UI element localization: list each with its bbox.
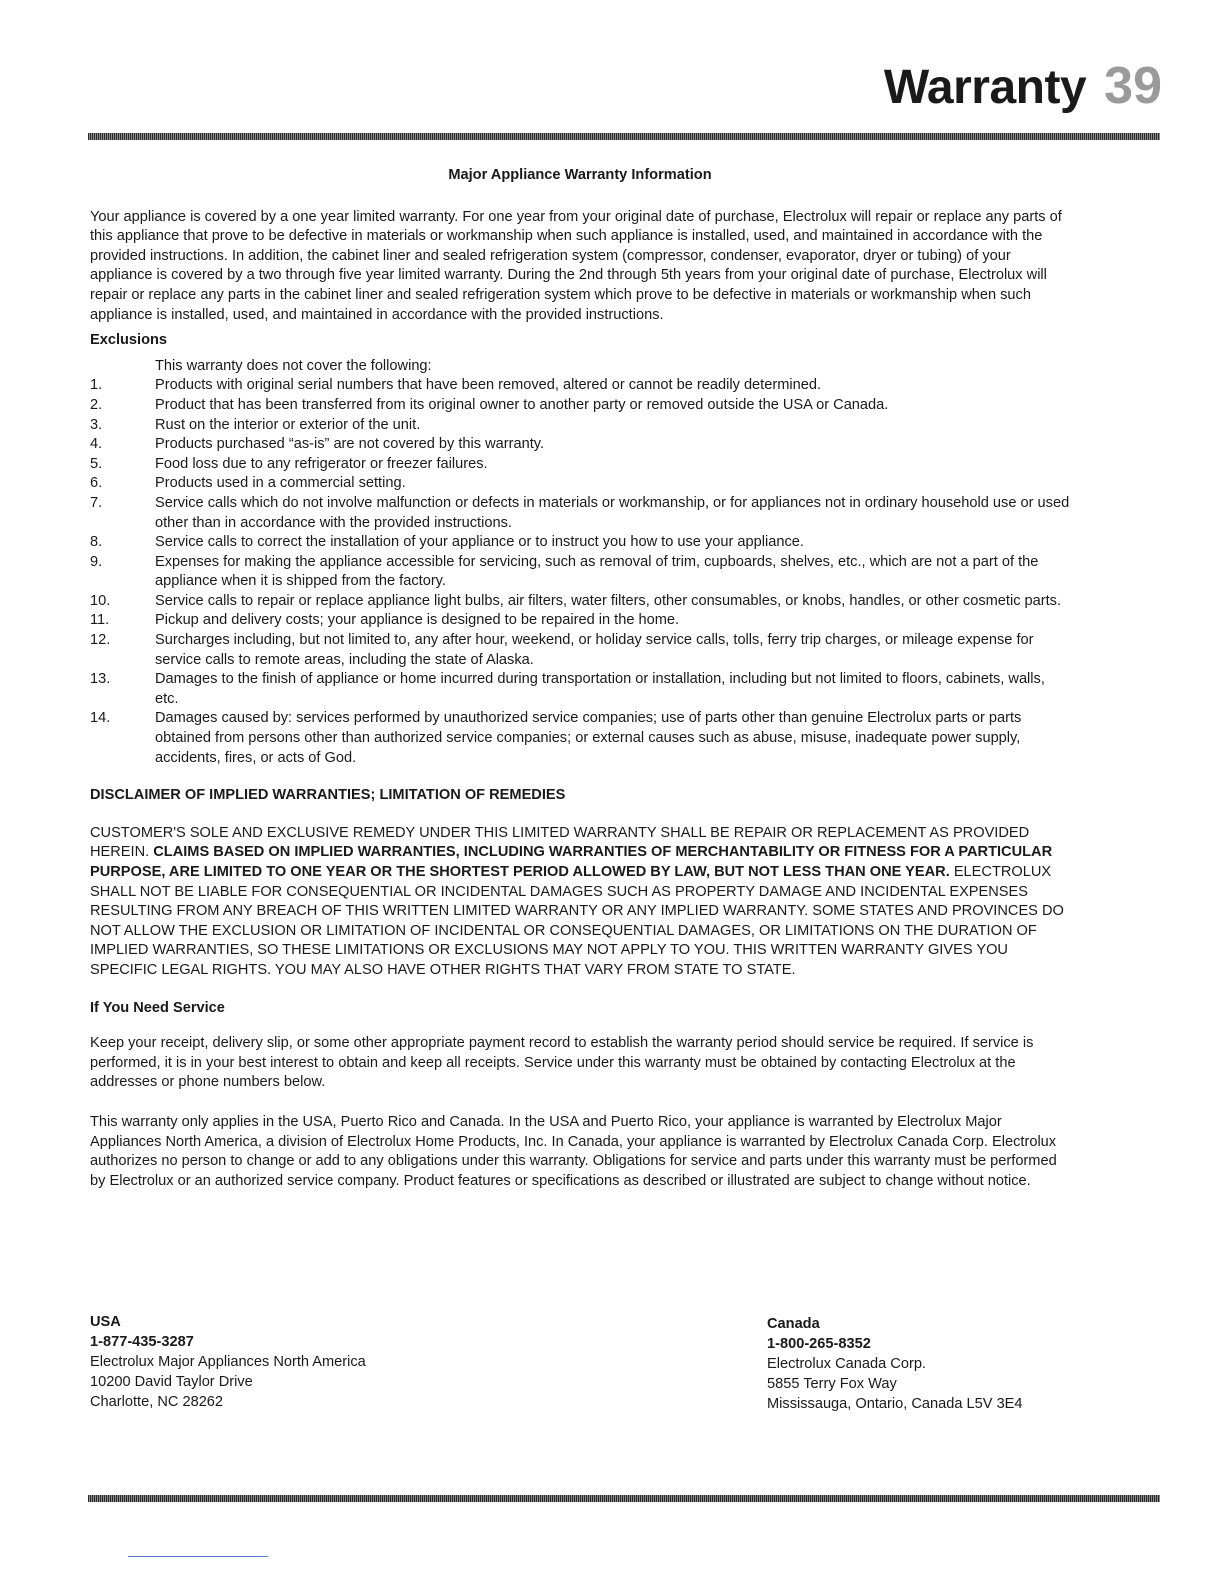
disclaimer-bold: CLAIMS BASED ON IMPLIED WARRANTIES, INCLUDING WARRANTIES OF MERCHANTABILITY OR FITNESS FOR A PARTICULAR PURPOSE, ARE LIMITED TO ONE YEAR OR THE SHORTEST PERIOD ALLOWED BY LAW, BUT NOT LESS THAN ONE YEAR. <box>90 844 1053 880</box>
item-text: Service calls to repair or replace appliance light bulbs, air filters, water filters, other consumables, or knobs, handles, or other cosmetic parts. <box>155 592 1062 609</box>
page-header <box>884 56 1162 116</box>
footer-line <box>128 1556 268 1557</box>
item-number: 14. <box>90 710 111 727</box>
contact-company: Electrolux Major Appliances North America <box>90 1354 366 1370</box>
list-item <box>90 553 1070 592</box>
item-number: 5. <box>90 455 103 472</box>
item-number: 4. <box>90 436 103 453</box>
item-number: 13. <box>90 671 111 688</box>
contact-name: USA <box>90 1314 121 1330</box>
exclusions-list <box>90 376 1070 768</box>
contact-city: Mississauga, Ontario, Canada L5V 3E4 <box>767 1396 1023 1412</box>
page-number: 39 <box>1104 57 1162 115</box>
item-text: Product that has been transferred from its original owner to another party or removed outside the USA or Canada. <box>155 396 889 413</box>
item-number: 9. <box>90 553 103 570</box>
item-number: 3. <box>90 416 103 433</box>
service-paragraph-1: Keep your receipt, delivery slip, or some other appropriate payment record to establish the warranty period should service be required. If service is performed, it is in your best interest to obtain and keep all receipts. Service under this warranty must be obtained by contacting Electrolux at the addresses or phone numbers below. <box>90 1035 1034 1091</box>
contact-phone: 1-800-265-8352 <box>767 1336 871 1352</box>
contact-phone: 1-877-435-3287 <box>90 1334 194 1350</box>
item-text: Surcharges including, but not limited to, any after hour, weekend, or holiday service calls, tolls, ferry trip charges, or mileage expense for service calls to remote areas, including the state of Alaska. <box>155 632 1034 668</box>
contact-city: Charlotte, NC 28262 <box>90 1394 224 1410</box>
contact-usa <box>90 1312 366 1412</box>
disclaimer-part3: ELECTROLUX SHALL NOT BE LIABLE FOR CONSEQUENTIAL OR INCIDENTAL DAMAGES SUCH AS PROPERTY DAMAGE AND INCIDENTAL EXPENSES RESULTING FROM ANY BREACH OF THIS WRITTEN LIMITED WARRANTY OR ANY IMPLIED WARRANTY. SOME STATES AND PROVINCES DO NOT ALLOW THE EXCLUSION OR LIMITATION OF INCIDENTAL OR CONSEQUENTIAL DAMAGES, OR LIMITATIONS ON THE DURATION OF IMPLIED WARRANTIES, SO THESE LIMITATIONS OR EXCLUSIONS MAY NOT APPLY TO YOU. THIS WRITTEN WARRANTY GIVES YOU SPECIFIC LEGAL RIGHTS. YOU MAY ALSO HAVE OTHER RIGHTS THAT VARY FROM STATE TO STATE. <box>90 864 1064 978</box>
disclaimer-paragraph <box>90 824 1070 981</box>
item-number: 7. <box>90 494 103 511</box>
contact-street: 10200 David Taylor Drive <box>90 1374 253 1390</box>
item-number: 10. <box>90 592 111 609</box>
item-text: Damages to the finish of appliance or home incurred during transportation or installation, including but not limited to floors, cabinets, walls, etc. <box>155 671 1045 707</box>
intro-paragraph: Your appliance is covered by a one year limited warranty. For one year from your original date of purchase, Electrolux will repair or replace any parts of this appliance that prove to be defective in materials or workmanship when such appliance is installed, used, and maintained in accordance with the provided instructions. In addition, the cabinet liner and sealed refrigeration system (compressor, condenser, evaporator, dryer or tubing) of your appliance is covered by a two through five year limited warranty. During the 2nd through 5th years from your original date of purchase, Electrolux will repair or replace any parts in the cabinet liner and sealed refrigeration system which prove to be defective in materials or workmanship when such appliance is installed, used, and maintained in accordance with the provided instructions. <box>90 208 1062 323</box>
list-item <box>90 376 1070 396</box>
item-number: 2. <box>90 396 103 413</box>
item-text: Service calls which do not involve malfunction or defects in materials or workmanship, or for appliances not in ordinary household use or used other than in accordance with the provided instructions. <box>155 494 1070 531</box>
item-text: Expenses for making the appliance accessible for servicing, such as removal of trim, cupboards, shelves, etc., which are not a part of the appliance when it is shipped from the factory. <box>155 553 1039 590</box>
main-title: Major Appliance Warranty Information <box>448 167 712 183</box>
warranty-content <box>90 166 1070 1191</box>
list-item <box>90 416 1070 436</box>
exclusions-intro: This warranty does not cover the following: <box>155 357 432 374</box>
item-number: 8. <box>90 534 103 551</box>
exclusions-heading: Exclusions <box>90 332 168 349</box>
list-item <box>90 631 1070 670</box>
item-text: Products used in a commercial setting. <box>155 475 406 492</box>
item-text: Rust on the interior or exterior of the unit. <box>155 416 421 433</box>
item-number: 1. <box>90 377 103 394</box>
item-text: Food loss due to any refrigerator or freezer failures. <box>155 455 488 472</box>
bottom-rule <box>88 1495 1160 1502</box>
list-item <box>90 494 1070 533</box>
service-heading: If You Need Service <box>90 999 225 1016</box>
list-item <box>90 533 1070 553</box>
list-item <box>90 670 1070 709</box>
item-number: 11. <box>90 612 110 629</box>
contact-canada <box>767 1314 1023 1414</box>
item-text: Pickup and delivery costs; your appliance is designed to be repaired in the home. <box>155 612 680 629</box>
item-text: Products purchased “as-is” are not covered by this warranty. <box>155 436 545 453</box>
list-item <box>90 592 1070 612</box>
top-rule <box>88 133 1160 140</box>
service-paragraph-2: This warranty only applies in the USA, Puerto Rico and Canada. In the USA and Puerto Rico, your appliance is warranted by Electrolux Major Appliances North America, a division of Electrolux Home Products, Inc. In Canada, your appliance is warranted by Electrolux Canada Corp. Electrolux authorizes no person to change or add to any obligations under this warranty. Obligations for service and parts under this warranty must be performed by Electrolux or an authorized service company. Product features or specifications as described or illustrated are subject to change without notice. <box>90 1113 1057 1189</box>
item-number: 6. <box>90 475 103 492</box>
list-item <box>90 611 1070 631</box>
list-item <box>90 474 1070 494</box>
contact-company: Electrolux Canada Corp. <box>767 1356 926 1372</box>
list-item <box>90 396 1070 416</box>
list-item <box>90 709 1070 768</box>
page-title: Warranty <box>883 61 1087 114</box>
item-text: Products with original serial numbers that have been removed, altered or cannot be readily determined. <box>155 377 822 394</box>
item-number: 12. <box>90 632 111 649</box>
item-text: Service calls to correct the installation of your appliance or to instruct you how to use your appliance. <box>155 534 804 551</box>
contact-street: 5855 Terry Fox Way <box>767 1376 897 1392</box>
disclaimer-part1: CUSTOMER'S SOLE AND EXCLUSIVE REMEDY UNDER THIS LIMITED WARRANTY SHALL BE REPAIR OR REPLACEMENT AS PROVIDED HEREIN. <box>90 824 1030 861</box>
disclaimer-heading: DISCLAIMER OF IMPLIED WARRANTIES; LIMITATION OF REMEDIES <box>90 787 566 804</box>
contact-name: Canada <box>767 1316 820 1332</box>
list-item <box>90 455 1070 475</box>
list-item <box>90 435 1070 455</box>
item-text: Damages caused by: services performed by unauthorized service companies; use of parts other than genuine Electrolux parts or parts obtained from persons other than authorized service companies; or external causes such as abuse, misuse, inadequate power supply, accidents, fires, or acts of God. <box>155 710 1022 766</box>
